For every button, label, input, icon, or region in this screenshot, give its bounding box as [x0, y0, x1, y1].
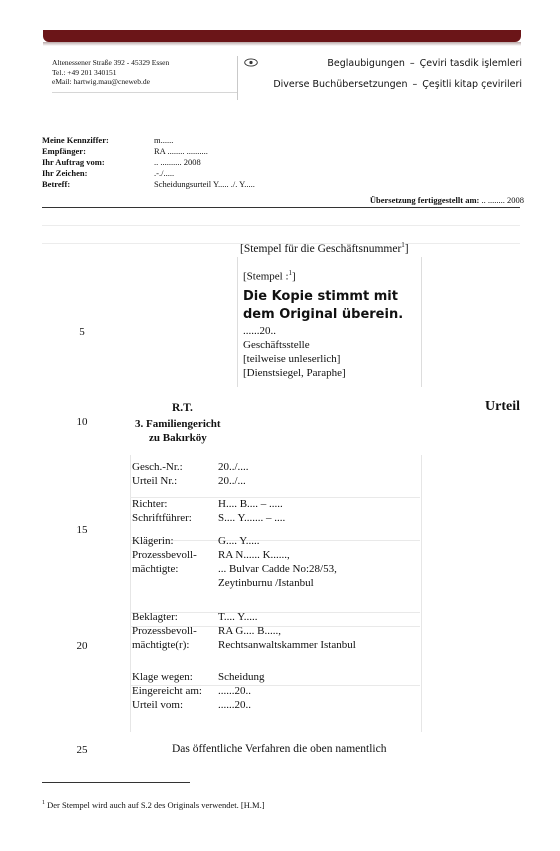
service-line-2: [273, 79, 522, 90]
field-label: Klage wegen:: [132, 671, 193, 683]
value-part: RA N...... K......,: [218, 549, 290, 561]
spacer: [132, 590, 356, 610]
footnote-text: Der Stempel wird auch auf S.2 des Originals verwendet. [H.M.]: [45, 800, 265, 810]
email-line: eMail: hartwig.mau@cneweb.de: [52, 77, 150, 86]
field-label: Eingereicht am:: [132, 685, 202, 697]
header-divider: [237, 56, 238, 100]
field-row: [132, 497, 356, 511]
faint-rule: [42, 225, 520, 226]
line-number: 10: [76, 416, 88, 428]
reference-label: Empfänger:: [42, 146, 86, 156]
field-row: [132, 698, 356, 712]
stamp-line: [243, 266, 403, 284]
field-label: [132, 548, 218, 590]
stamp-office: Geschäftsstelle: [243, 338, 310, 351]
value-part: Zeytinburnu /Istanbul: [218, 577, 314, 589]
translation-completed: [370, 195, 524, 205]
reference-block: [42, 135, 255, 190]
closing-text: Das öffentliche Verfahren die oben namentlich: [172, 743, 387, 755]
stamp-title: [240, 241, 409, 255]
field-row: [132, 610, 356, 624]
line-number: 15: [76, 524, 88, 536]
stamp-note: [teilweise unleserlich]: [243, 352, 341, 365]
field-label: Beklagter:: [132, 611, 178, 623]
stamp-block: [243, 266, 403, 380]
label-part: mächtigte:: [132, 563, 179, 575]
label-part: Prozessbevoll-: [132, 625, 197, 637]
service-tr: Çeviri tasdik işlemleri: [419, 58, 522, 69]
field-value: [218, 624, 356, 652]
field-label: Richter:: [132, 498, 168, 510]
field-value: ......20..: [218, 685, 251, 697]
value-part: Rechtsanwaltskammer Istanbul: [218, 639, 356, 651]
field-value: 20../...: [218, 475, 246, 487]
court-name: [135, 417, 221, 445]
reference-row: [42, 135, 255, 146]
field-row: [132, 684, 356, 698]
judgment-title: Urteil: [485, 399, 520, 414]
footnote-ref: 1: [288, 269, 293, 277]
rt-heading: R.T.: [172, 402, 193, 414]
field-value: G.... Y.....: [218, 535, 260, 547]
footnote-rule: [42, 782, 190, 783]
address-divider: [52, 92, 237, 93]
stamp-line-end: ]: [292, 270, 296, 283]
footnote-ref: 1: [401, 241, 405, 249]
completed-date: .. ........ 2008: [481, 195, 524, 205]
service-tr: Çeşitli kitap çevirileri: [422, 79, 522, 90]
service-de: Beglaubigungen: [327, 58, 405, 69]
field-row: [132, 511, 356, 525]
stamp-date: ......20..: [243, 324, 276, 337]
label-part: mächtigte(r):: [132, 639, 190, 651]
completed-label: Übersetzung fertiggestellt am:: [369, 195, 480, 205]
field-row: [132, 534, 356, 548]
field-label: Gesch.-Nr.:: [132, 461, 183, 473]
spacer: [132, 652, 356, 670]
field-row: [132, 624, 356, 652]
field-row: [132, 474, 356, 488]
reference-row: [42, 168, 255, 179]
reference-value: m......: [154, 135, 174, 145]
stamp-certification: Die Kopie stimmt mit: [243, 288, 398, 304]
line-number: 20: [76, 640, 88, 652]
footnote: [42, 800, 265, 810]
field-value: T.... Y.....: [218, 611, 258, 623]
reference-value: .-./.....: [154, 168, 175, 178]
reference-label: Ihr Zeichen:: [42, 168, 88, 178]
service-line-1: [327, 58, 522, 69]
reference-row: [42, 146, 255, 157]
field-value: S.... Y....... – ....: [218, 512, 286, 524]
reference-value: RA ........ ..........: [154, 146, 208, 156]
stamp-line-text: [Stempel :: [243, 270, 289, 283]
spacer: [132, 525, 356, 534]
reference-value: .. .......... 2008: [154, 157, 201, 167]
reference-row: [42, 157, 255, 168]
eye-logo-icon: [244, 58, 258, 67]
service-separator: –: [409, 58, 415, 69]
field-row: [132, 670, 356, 684]
sender-address: [52, 58, 169, 87]
letterhead-bar: [43, 30, 521, 42]
reference-value: Scheidungsurteil Y..... ./. Y.....: [154, 179, 255, 189]
service-de: Diverse Buchübersetzungen: [273, 79, 408, 90]
stamp-certification: dem Original überein.: [243, 306, 404, 322]
court-line: 3. Familiengericht: [135, 418, 221, 430]
reference-row: [42, 179, 255, 190]
service-separator: –: [412, 79, 418, 90]
field-label: [132, 624, 218, 652]
field-label: Urteil Nr.:: [132, 475, 178, 487]
phone-line: Tel.: +49 201 340151: [52, 67, 117, 77]
field-value: H.... B.... – .....: [218, 498, 283, 510]
value-part: RA G.... B.....,: [218, 625, 281, 637]
line-number: 25: [76, 744, 88, 756]
field-row: [132, 460, 356, 474]
stamp-title-end: ]: [404, 242, 409, 255]
court-line: zu Bakırköy: [149, 432, 207, 444]
field-row: [132, 548, 356, 590]
spacer: [132, 488, 356, 497]
case-fields: [132, 460, 356, 712]
reference-label: Meine Kennziffer:: [42, 135, 109, 145]
field-label: Schriftführer:: [132, 512, 192, 524]
field-label: Urteil vom:: [132, 699, 184, 711]
stamp-seal: [Dienstsiegel, Paraphe]: [243, 366, 346, 379]
field-label: Klägerin:: [132, 535, 174, 547]
address-line: Altenessener Straße 392 - 45329 Essen: [52, 58, 170, 67]
footnote-marker: 1: [42, 800, 45, 807]
field-value: ......20..: [218, 699, 251, 711]
reference-label: Ihr Auftrag vom:: [42, 157, 105, 167]
field-value: 20../....: [218, 461, 249, 473]
label-part: Prozessbevoll-: [132, 549, 197, 561]
field-value: Scheidung: [218, 671, 265, 683]
line-number: 5: [79, 326, 85, 338]
stamp-title-text: [Stempel für die Geschäftsnummer: [240, 242, 402, 255]
header-rule: [42, 207, 520, 208]
value-part: ... Bulvar Cadde No:28/53,: [218, 563, 337, 575]
reference-label: Betreff:: [42, 179, 71, 189]
field-value: [218, 548, 337, 590]
